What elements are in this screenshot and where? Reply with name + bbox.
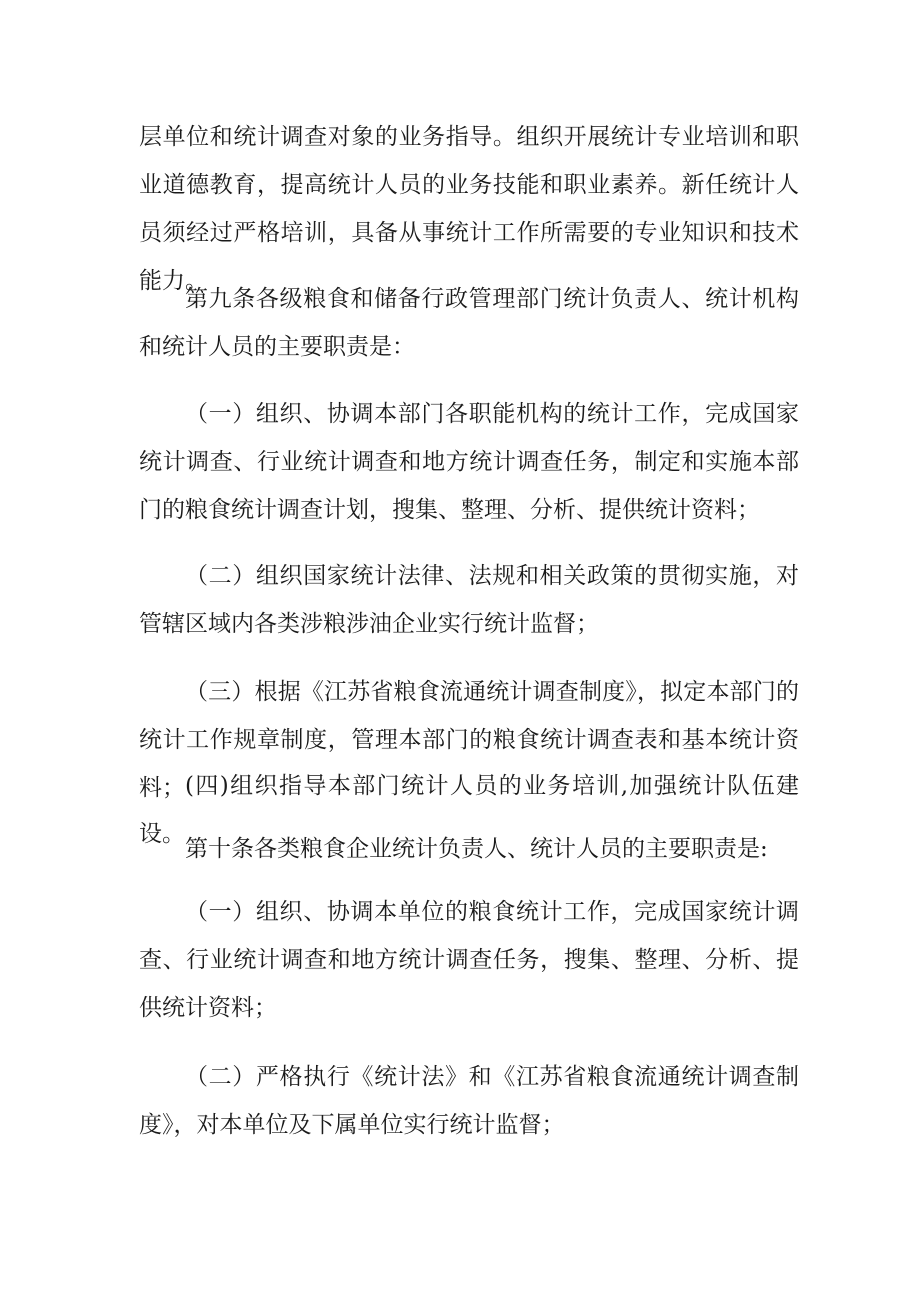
paragraph-article-9-item-1: （一）组织、协调本部门各职能机构的统计工作，完成国家统计调查、行业统计调查和地方统计调查任务，制定和实施本部门的粮食统计调查计划，搜集、整理、分析、提供统计资料； — [139, 401, 799, 523]
paragraph-article-9-item-2: （二）组织国家统计法律、法规和相关政策的贯彻实施，对管辖区域内各类涉粮涉油企业实行统计监督； — [139, 563, 799, 637]
paragraph-article-10: 第十条各类粮食企业统计负责人、统计人员的主要职责是: — [185, 836, 768, 862]
paragraph-article-9-item-3: （三）根据《江苏省粮食流通统计调查制度》，拟定本部门的统计工作规章制度，管理本部门的粮食统计调查表和基本统计资料； — [139, 679, 799, 801]
paragraph-article-9: 第九条各级粮食和储备行政管理部门统计负责人、统计机构和统计人员的主要职责是： — [139, 286, 799, 360]
paragraph-article-9-item-4: (四)组织指导本部门统计人员的业务培训,加强统计队伍建设。 — [139, 773, 799, 847]
paragraph-article-10-item-1: （一）组织、协调本单位的粮食统计工作，完成国家统计调查、行业统计调查和地方统计调查任务，搜集、整理、分析、提供统计资料； — [139, 899, 799, 1021]
paragraph-continuation: 层单位和统计调查对象的业务指导。组织开展统计专业培训和职业道德教育，提高统计人员的业务技能和职业素养。新任统计人员须经过严格培训，具备从事统计工作所需要的专业知识和技术能力。 — [139, 124, 799, 294]
paragraph-article-10-item-2: （二）严格执行《统计法》和《江苏省粮食流通统计调查制度》，对本单位及下属单位实行统计监督； — [139, 1064, 799, 1138]
